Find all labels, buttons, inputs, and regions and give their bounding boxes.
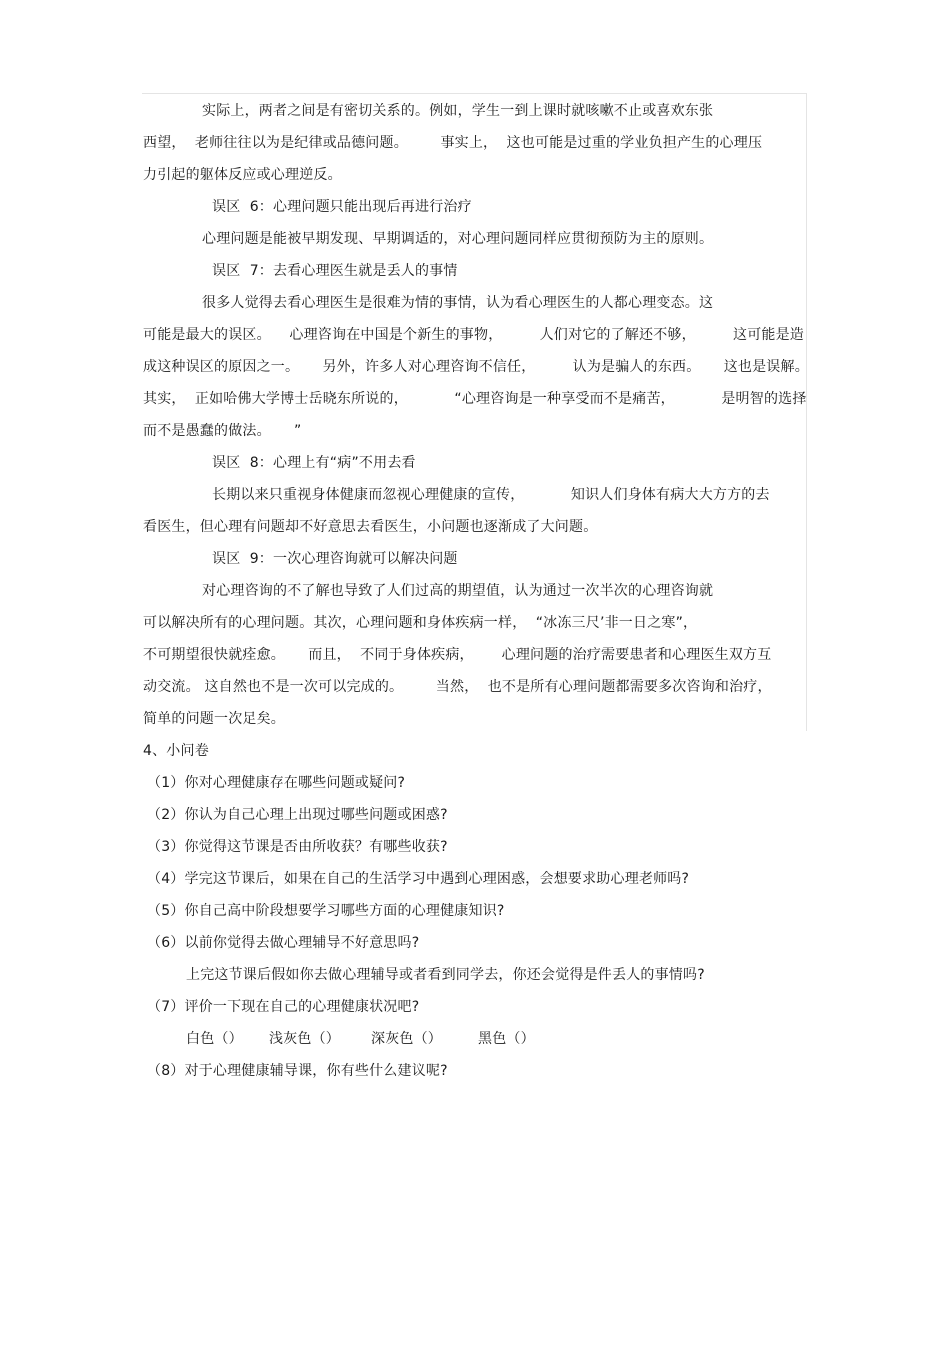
section-heading-misconception-7: 误区 7：去看心理医生就是丢人的事情 [212, 263, 458, 279]
option-light-gray: 浅灰色（） [269, 1031, 340, 1047]
question-8: （8）对于心理健康辅导课，你有些什么建议呢? [147, 1063, 448, 1079]
paragraph-line: 西望， 老师往往以为是纪律或品德问题。 事实上， 这也可能是过重的学业负担产生的心理压 [143, 135, 763, 151]
paragraph-line: 简单的问题一次足矣。 [143, 711, 285, 727]
paragraph-line: 成这种误区的原因之一。 另外，许多人对心理咨询不信任， 认为是骗人的东西。 这也是误解。 [143, 359, 809, 375]
paragraph-line: 可能是最大的误区。 心理咨询在中国是个新生的事物， 人们对它的了解还不够， 这可能是造 [143, 327, 805, 343]
boxed-text-frame [142, 93, 807, 731]
paragraph-line: 对心理咨询的不了解也导致了人们过高的期望值，认为通过一次半次的心理咨询就 [202, 583, 714, 599]
paragraph-line: 长期以来只重视身体健康而忽视心理健康的宣传， 知识人们身体有病大大方方的去 [212, 487, 770, 503]
paragraph-line: 力引起的躯体反应或心理逆反。 [143, 167, 342, 183]
section-heading-misconception-9: 误区 9：一次心理咨询就可以解决问题 [212, 551, 458, 567]
question-6: （6）以前你觉得去做心理辅导不好意思吗? [147, 935, 420, 951]
paragraph-line: 心理问题是能被早期发现、早期调适的，对心理问题同样应贯彻预防为主的原则。 [202, 231, 714, 247]
paragraph-line: 看医生，但心理有问题却不好意思去看医生，小问题也逐渐成了大问题。 [143, 519, 598, 535]
paragraph-line: 可以解决所有的心理问题。其次，心理问题和身体疾病一样， “冰冻三尺’非一日之寒”， [143, 615, 698, 631]
option-white: 白色（） [186, 1031, 243, 1047]
option-dark-gray: 深灰色（） [371, 1031, 442, 1047]
option-black: 黑色（） [478, 1031, 535, 1047]
questionnaire-heading: 4、小问卷 [143, 743, 209, 759]
paragraph-line: 实际上，两者之间是有密切关系的。例如，学生一到上课时就咳嗽不止或喜欢东张 [202, 103, 714, 119]
paragraph-line: 其实， 正如哈佛大学博士岳晓东所说的， “心理咨询是一种享受而不是痛苦， 是明智的选择 [143, 391, 807, 407]
question-2: （2）你认为自己心理上出现过哪些问题或困惑? [147, 807, 448, 823]
question-6-follow-up: 上完这节课后假如你去做心理辅导或者看到同学去，你还会觉得是件丢人的事情吗? [186, 967, 705, 983]
question-5: （5）你自己高中阶段想要学习哪些方面的心理健康知识? [147, 903, 505, 919]
section-heading-misconception-8: 误区 8：心理上有“病”不用去看 [212, 455, 416, 471]
paragraph-line: 很多人觉得去看心理医生是很难为情的事情，认为看心理医生的人都心理变态。这 [202, 295, 714, 311]
section-heading-misconception-6: 误区 6：心理问题只能出现后再进行治疗 [212, 199, 472, 215]
paragraph-line: 而不是愚蠢的做法。 ” [143, 423, 302, 439]
question-1: （1）你对心理健康存在哪些问题或疑问? [147, 775, 406, 791]
question-4: （4）学完这节课后，如果在自己的生活学习中遇到心理困惑，会想要求助心理老师吗? [147, 871, 690, 887]
question-7: （7）评价一下现在自己的心理健康状况吧? [147, 999, 420, 1015]
paragraph-line: 动交流。 这自然也不是一次可以完成的。 当然， 也不是所有心理问题都需要多次咨询和治疗， [143, 679, 772, 695]
question-3: （3）你觉得这节课是否由所收获？有哪些收获? [147, 839, 448, 855]
paragraph-line: 不可期望很快就痊愈。 而且， 不同于身体疾病， 心理问题的治疗需要患者和心理医生双方互 [143, 647, 772, 663]
